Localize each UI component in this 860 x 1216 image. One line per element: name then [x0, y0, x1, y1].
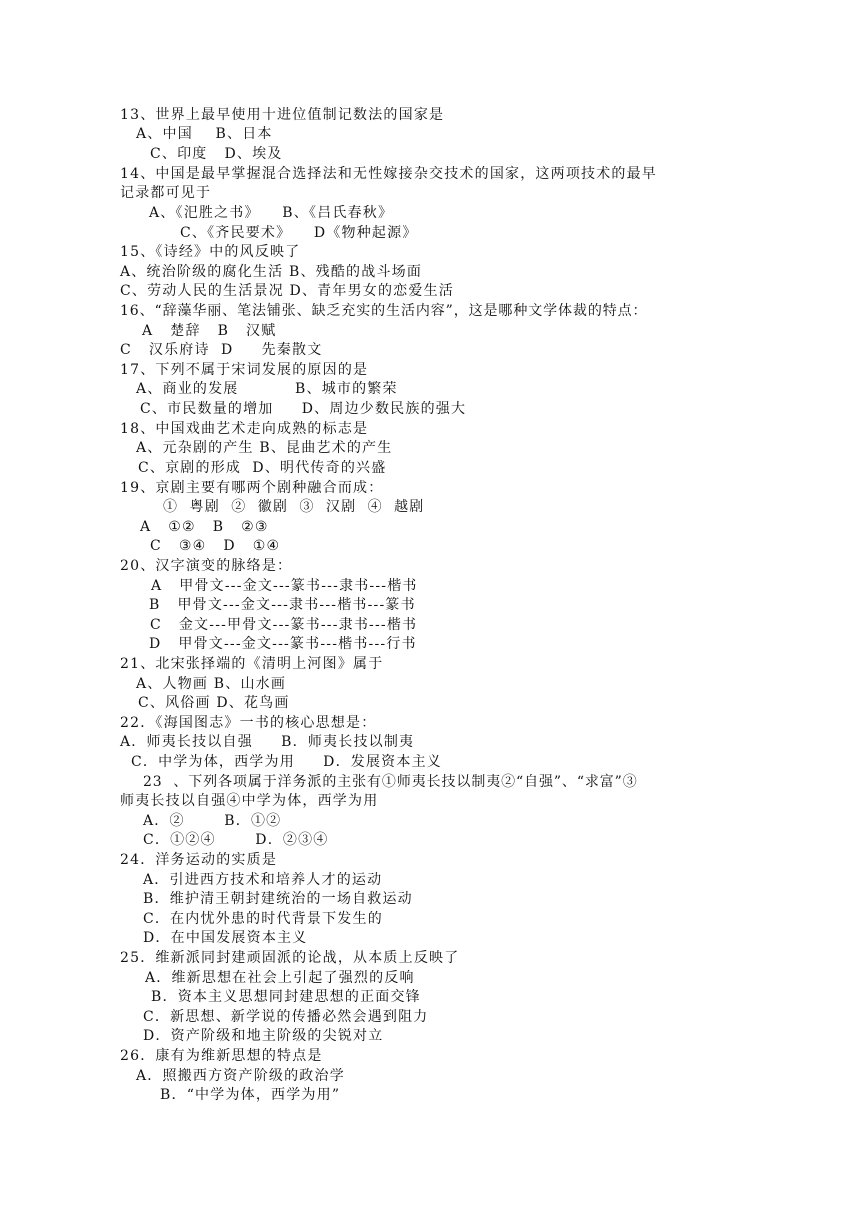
q24-stem: 24．洋务运动的实质是 [120, 852, 278, 868]
q18-options-cd: C、京剧的形成 D、明代传奇的兴盛 [138, 460, 387, 476]
q21-stem: 21、北宋张择端的《清明上河图》属于 [120, 656, 384, 672]
q20-option-b: B 甲骨文---金文---隶书---楷书---篆书 [149, 597, 416, 613]
q22-stem: 22．《海国图志》一书的核心思想是： [120, 715, 377, 731]
q19-options-ab: A ①② B ②③ [140, 519, 269, 535]
q16-stem: 16、“辞藻华丽、笔法铺张、缺乏充实的生活内容”，这是哪种文学体裁的特点： [120, 303, 648, 319]
q16-options-ab: A 楚辞 B 汉赋 [142, 323, 277, 339]
q16-options-cd: C 汉乐府诗 D 先秦散文 [120, 342, 323, 358]
q25-option-c: C．新思想、新学说的传播必然会遇到阻力 [143, 1009, 429, 1025]
q21-options-cd: C、风俗画 D、花鸟画 [138, 695, 290, 711]
q25-option-b: B．资本主义思想同封建思想的正面交锋 [151, 989, 421, 1005]
q15-stem: 15、《诗经》中的风反映了 [120, 244, 301, 260]
q19-items: ① 粤剧 ② 徽剧 ③ 汉剧 ④ 越剧 [163, 499, 425, 515]
q20-option-c: C 金文---甲骨文---篆书---隶书---楷书 [150, 617, 418, 633]
q24-option-b: B．维护清王朝封建统治的一场自救运动 [143, 891, 413, 907]
q24-option-c: C．在内忧外患的时代背景下发生的 [143, 911, 383, 927]
q13-options-ab: A、中国 B、日本 [136, 126, 273, 142]
q17-stem: 17、下列不属于宋词发展的原因的是 [120, 362, 369, 378]
q23-stem-cont: 师夷长技以自强④中学为体，西学为用 [120, 793, 379, 809]
q13-options-cd: C、印度 D、埃及 [150, 146, 283, 162]
q14-stem-cont: 记录都可见于 [120, 185, 212, 201]
q22-options-cd: C．中学为体，西学为用 D．发展资本主义 [131, 754, 442, 770]
q15-options-ab: A、统治阶级的腐化生活 B、残酷的战斗场面 [120, 264, 423, 280]
q21-options-ab: A、人物画 B、山水画 [136, 676, 287, 692]
q24-option-a: A．引进西方技术和培养人才的运动 [143, 872, 383, 888]
q26-option-a: A．照搬西方资产阶级的政治学 [136, 1068, 345, 1084]
q19-stem: 19、京剧主要有哪两个剧种融合而成： [120, 480, 384, 496]
q18-options-ab: A、元杂剧的产生 B、昆曲艺术的产生 [136, 440, 393, 456]
q25-option-d: D．资产阶级和地主阶级的尖锐对立 [143, 1028, 384, 1044]
q13-stem: 13、世界上最早使用十进位值制记数法的国家是 [120, 107, 445, 123]
q20-stem: 20、汉字演变的脉络是： [120, 558, 293, 574]
q14-stem: 14、中国是最早掌握混合选择法和无性嫁接杂交技术的国家，这两项技术的最早 [120, 166, 658, 182]
q14-options-cd: C、《齐民要术》 D《物种起源》 [180, 225, 418, 241]
q25-option-a: A．维新思想在社会上引起了强烈的反响 [145, 970, 415, 986]
q15-options-cd: C、劳动人民的生活景况 D、青年男女的恋爱生活 [120, 283, 454, 299]
q17-options-cd: C、市民数量的增加 D、周边少数民族的强大 [140, 401, 467, 417]
q20-option-a: A 甲骨文---金文---篆书---隶书---楷书 [151, 578, 418, 594]
q23-options-cd: C．①②④ D．②③④ [143, 832, 329, 848]
q24-option-d: D．在中国发展资本主义 [143, 930, 308, 946]
q18-stem: 18、中国戏曲艺术走向成熟的标志是 [120, 421, 369, 437]
q17-options-ab: A、商业的发展 B、城市的繁荣 [136, 381, 398, 397]
q26-option-b: B．“中学为体，西学为用” [160, 1087, 341, 1103]
q19-options-cd: C ③④ D ①④ [150, 538, 281, 554]
q25-stem: 25．维新派同封建顽固派的论战，从本质上反映了 [120, 950, 460, 966]
q22-options-ab: A．师夷长技以自强 B．师夷长技以制夷 [120, 734, 415, 750]
q23-stem: 23 、下列各项属于洋务派的主张有①师夷长技以制夷②“自强”、“求富”③ [143, 774, 638, 790]
q14-options-ab: A、《汜胜之书》 B、《吕氏春秋》 [149, 205, 394, 221]
q20-option-d: D 甲骨文---金文---篆书---楷书---行书 [149, 636, 417, 652]
q26-stem: 26．康有为维新思想的特点是 [120, 1048, 323, 1064]
q23-options-ab: A．② B．①② [143, 813, 282, 829]
